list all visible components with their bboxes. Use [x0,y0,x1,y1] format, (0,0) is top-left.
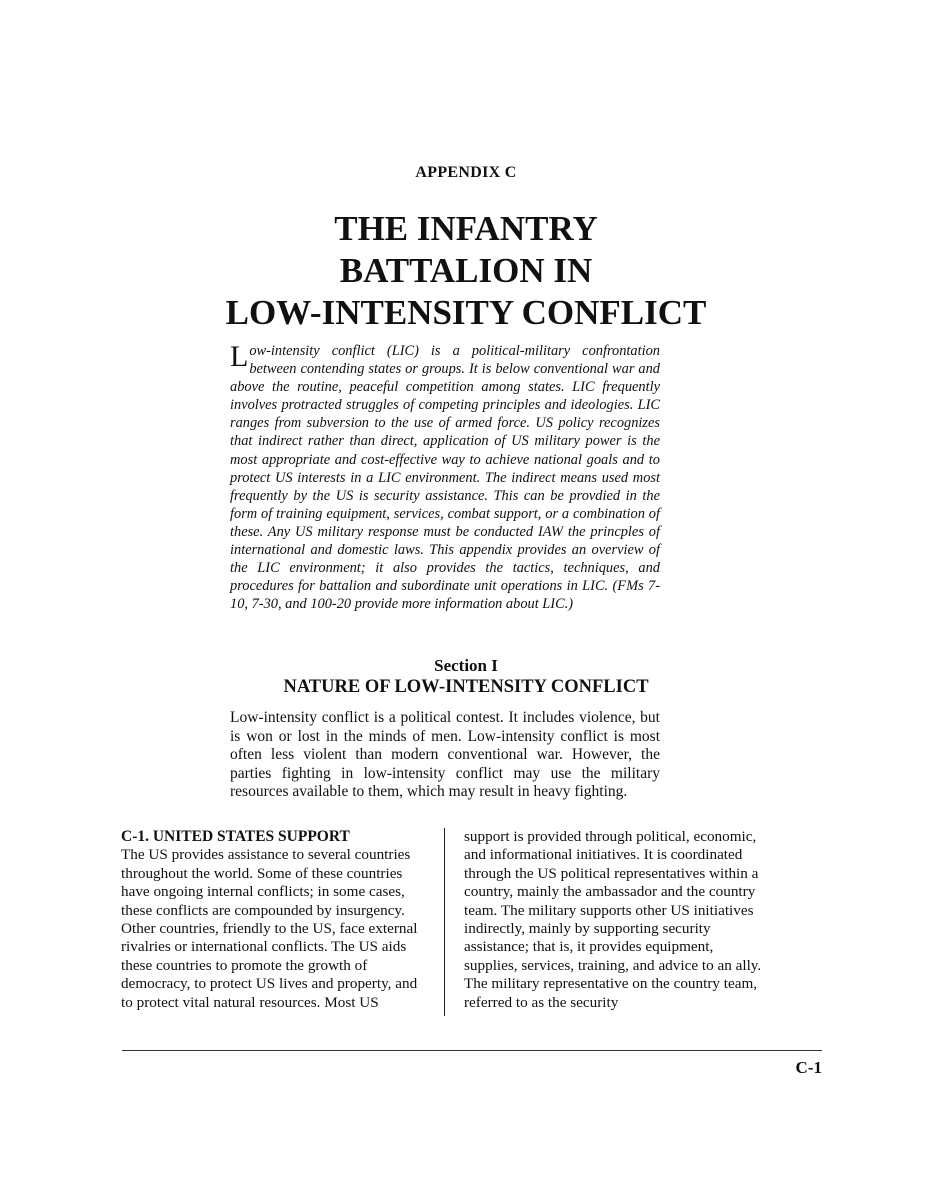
appendix-label: APPENDIX C [415,164,517,181]
page-title [0,208,932,334]
section-heading [0,656,932,698]
title-line-1: THE INFANTRY [334,209,598,248]
section-title: NATURE OF LOW-INTENSITY CONFLICT [283,677,649,697]
left-column [121,828,431,1012]
right-column [464,828,766,1012]
right-column-text: support is provided through political, economic, and informational initiatives. It is coordinated through the US political representatives within a country, mainly the ambassador and the country team. The military supports other US initiatives indirectly, mainly by supporting security assistance; that is, it provides equipment, supplies, services, training, and advice to an ally. The military representative on the country team, referred to as the security [464,828,762,1011]
section-number: Section I [434,656,498,675]
intro-text: ow-intensity conflict (LIC) is a political-military confrontation between contending states or groups. It is below conventional war and above the routine, peaceful competition among states. LIC frequently involves protracted struggles of competing principles and ideologies. LIC ranges from subversion to the use of armed force. US policy recognizes that indirect rather than direct, application of US military power is the most appropriate and cost-effective way to achieve national goals and to protect US interests in a LIC environment. The indirect means used most frequently by the US is security assistance. This can be provdied in the form of training equipment, services, combat support, or a combination of these. Any US military response must be conducted IAW the princples of international and domestic laws. This appendix provides an overview of the LIC environment; it also provides the tactics, techniques, and procedures for battalion and subordinate unit operations in LIC. (FMs 7-10, 7-30, and 100-20 provide more information about LIC.) [230,343,660,613]
intro-paragraph [230,342,660,613]
page-number: C-1 [795,1058,822,1077]
column-divider [444,828,445,1016]
title-line-3: LOW-INTENSITY CONFLICT [225,293,707,332]
title-line-2: BATTALION IN [339,251,593,290]
drop-cap: L [230,340,249,373]
section-body: Low-intensity conflict is a political contest. It includes violence, but is won or lost in the minds of men. Low-intensity conflict is most often less violent than modern conventional war. However, the parties fighting in low-intensity conflict may use the military resources available to them, which may result in heavy fighting. [230,709,660,801]
paragraph-heading: C-1. UNITED STATES SUPPORT [121,828,350,845]
footer-rule [122,1050,822,1051]
left-column-text: The US provides assistance to several countries throughout the world. Some of these countries have ongoing internal conflicts; in some cases, these conflicts are compounded by insurgency. Other countries, friendly to the US, face external rivalries or international conflicts. The US aids these countries to promote the growth of democracy, to protect US lives and property, and to protect vital natural resources. Most US [121,846,418,1011]
